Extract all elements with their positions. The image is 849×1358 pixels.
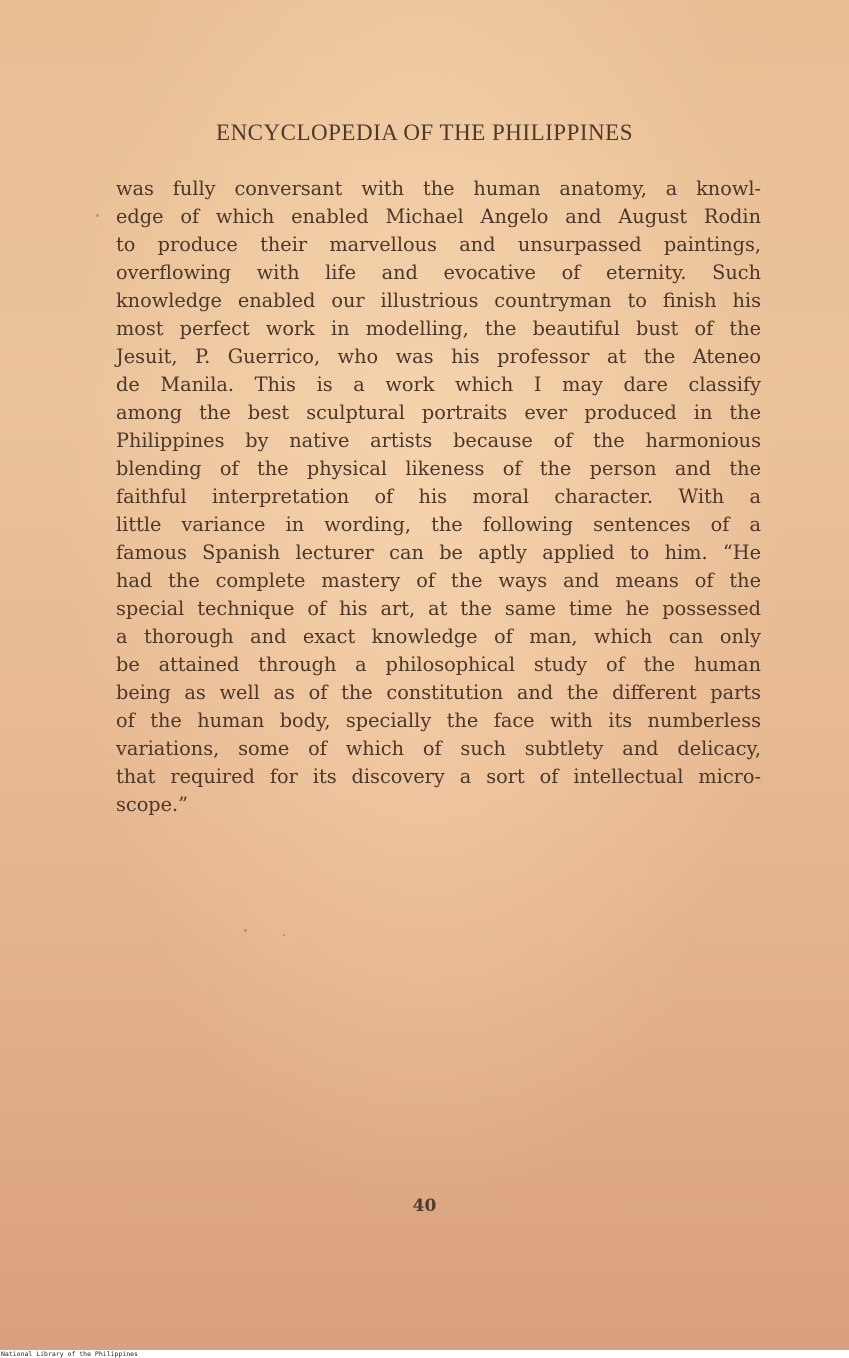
body-text xyxy=(116,175,761,819)
text-line: was fully conversant with the human anatomy, a knowl- xyxy=(116,177,761,200)
text-line: of the human body, specially the face with its numberless xyxy=(116,709,761,732)
text-line: to produce their marvellous and unsurpassed paintings, xyxy=(116,233,761,256)
text-line: that required for its discovery a sort of intellectual micro- xyxy=(116,765,761,788)
text-line: special technique of his art, at the same time he possessed xyxy=(116,597,761,620)
text-line: edge of which enabled Michael Angelo and August Rodin xyxy=(116,205,761,228)
text-line: little variance in wording, the following sentences of a xyxy=(116,513,761,536)
text-line: famous Spanish lecturer can be aptly applied to him. “He xyxy=(116,541,761,564)
text-line: most perfect work in modelling, the beautiful bust of the xyxy=(116,317,761,340)
text-line: Jesuit, P. Guerrico, who was his professor at the Ateneo xyxy=(116,345,761,368)
running-head: ENCYCLOPEDIA OF THE PHILIPPINES xyxy=(216,120,633,145)
text-line: faithful interpretation of his moral character. With a xyxy=(116,485,761,508)
paper-speck xyxy=(283,934,285,936)
text-line: had the complete mastery of the ways and means of the xyxy=(116,569,761,592)
text-line: be attained through a philosophical study of the human xyxy=(116,653,761,676)
paper-speck xyxy=(96,214,99,217)
text-line: variations, some of which of such subtlety and delicacy, xyxy=(116,737,761,760)
paper-speck xyxy=(244,929,247,932)
text-line: knowledge enabled our illustrious countryman to finish his xyxy=(116,289,761,312)
text-line: a thorough and exact knowledge of man, which can only xyxy=(116,625,761,648)
footer-credit: National Library of the Philippines xyxy=(1,1350,138,1358)
text-line: de Manila. This is a work which I may dare classify xyxy=(116,373,761,396)
text-line: overflowing with life and evocative of eternity. Such xyxy=(116,261,761,284)
text-line: scope.” xyxy=(116,793,189,816)
page-number: 40 xyxy=(412,1196,437,1216)
text-line: among the best sculptural portraits ever produced in the xyxy=(116,401,761,424)
text-line: Philippines by native artists because of the harmonious xyxy=(116,429,761,452)
text-line: being as well as of the constitution and the different parts xyxy=(116,681,761,704)
text-line: blending of the physical likeness of the person and the xyxy=(116,457,761,480)
